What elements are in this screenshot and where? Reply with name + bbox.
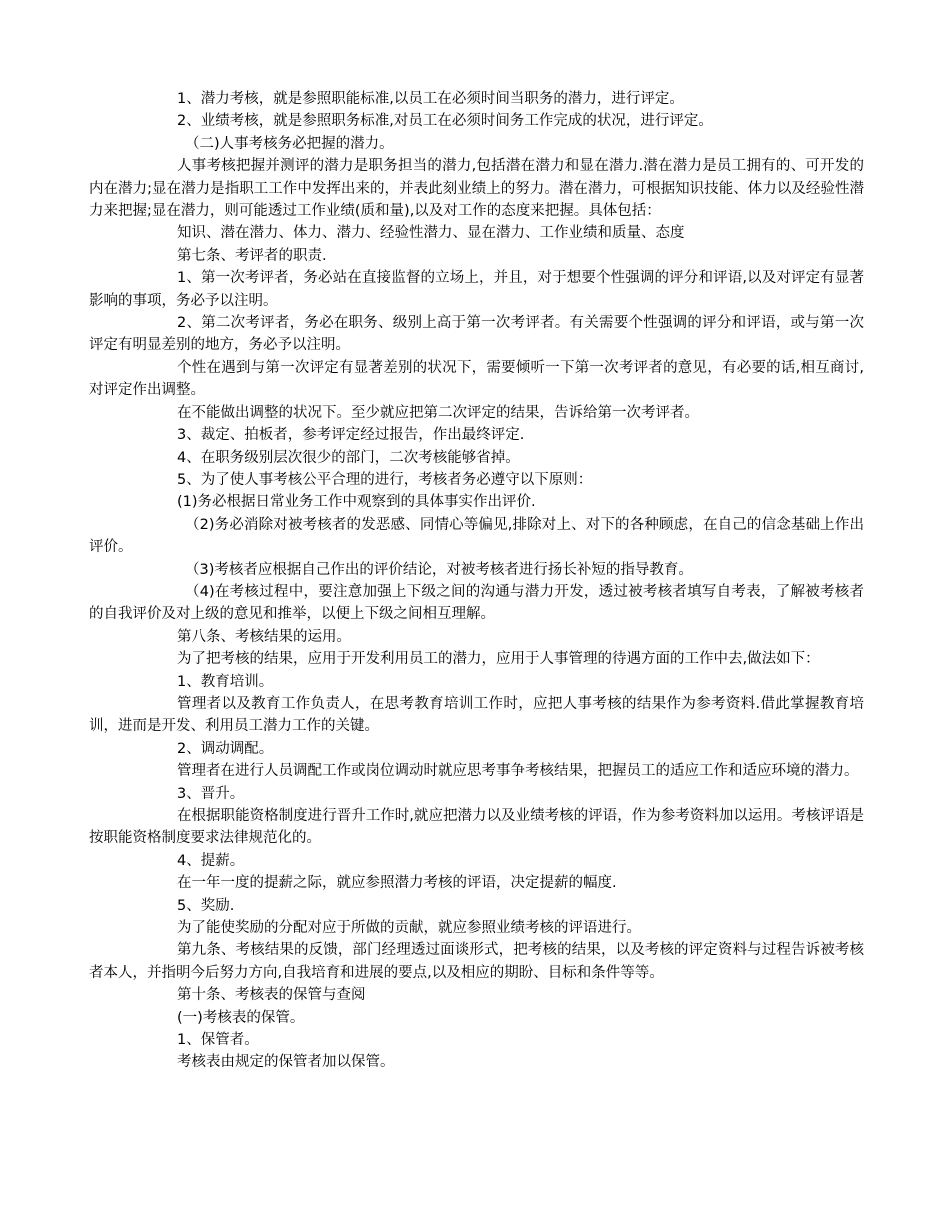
paragraph-section-two-heading: （二)人事考核务必把握的潜力。 [185, 135, 394, 152]
paragraph-first-evaluator: 1、第一次考评者，务必站在直接监督的立场上，并且，对于想要个性强调的评分和评语,以及对评定有显著影响的事项，务必予以注明。 [89, 270, 864, 309]
paragraph-keeper-heading: 1、保管者。 [177, 1032, 259, 1049]
paragraph-final-decision: 3、裁定、拍板者，参考评定经过报告，作出最终评定. [177, 427, 525, 444]
paragraph-principle-3: （3)考核者应根据自己作出的评价结论，对被考核者进行扬长补短的指导教育。 [185, 561, 693, 578]
paragraph-omit-second: 4、在职务级别层次很少的部门，二次考核能够省掉。 [177, 449, 520, 466]
paragraph-potential-assessment: 1、潜力考核，就是参照职能标准,以员工在必须时间当职务的潜力，进行评定。 [177, 91, 684, 107]
paragraph-keeper-body: 考核表由规定的保管者加以保管。 [177, 1054, 395, 1071]
paragraph-article-nine: 第九条、考核结果的反馈，部门经理透过面谈形式，把考核的结果，以及考核的评定资料与过程告诉被考核者本人，并指明今后努力方向,自我培育和进展的要点,以及相应的期盼、目标和条件等等。 [89, 942, 864, 981]
paragraph-no-adjustment: 在不能做出调整的状况下。至少就应把第二次评定的结果，告诉给第一次考评者。 [177, 404, 699, 421]
paragraph-form-storage-heading: (一)考核表的保管。 [177, 1009, 305, 1026]
paragraph-training-heading: 1、教育培训。 [177, 673, 274, 690]
paragraph-significant-difference: 个性在遇到与第一次评定有显著差别的状况下，需要倾听一下第一次考评者的意见，有必要的话,相互商讨,对评定作出调整。 [89, 359, 864, 399]
paragraph-raise-body: 在一年一度的提薪之际，就应参照潜力考核的评语，决定提薪的幅度. [177, 875, 617, 892]
paragraph-transfer-body: 管理者在进行人员调配工作或岗位调动时就应思考事争考核结果，把握员工的适应工作和适应环境的潜力。 [177, 763, 859, 780]
paragraph-principle-4: （4)在考核过程中，要注意加强上下级之间的沟通与潜力开发，透过被考核者填写自考表，了解被考核者的自我评价及对上级的意见和推举，以便上下级之间相互理解。 [89, 583, 864, 623]
paragraph-article-eight-heading: 第八条、考核结果的运用。 [177, 628, 351, 645]
paragraph-promotion-body: 在根据职能资格制度进行晋升工作时,就应把潜力以及业绩考核的评语，作为参考资料加以运用。考核评语是按职能资格制度要求法律规范化的。 [89, 808, 864, 847]
paragraph-potential-definition: 人事考核把握并测评的潜力是职务担当的潜力,包括潜在潜力和显在潜力.潜在潜力是员工拥有的、可开发的内在潜力;显在潜力是指职工工作中发挥出来的，并表此刻业绩上的努力。潜在潜力，可根据知识技能、体力以及经验性潜力来把握;显在潜力，则可能透过工作业绩(质和量),以及对工作的态度来把握。具体包括： [89, 158, 864, 220]
paragraph-principle-1: (1)务必根据日常业务工作中观察到的具体事实作出评价. [177, 494, 536, 511]
document-body [89, 88, 864, 1074]
paragraph-article-seven-heading: 第七条、考评者的职责. [177, 247, 327, 264]
paragraph-performance-assessment: 2、业绩考核，就是参照职务标准,对员工在必须时间务工作完成的状况，进行评定。 [177, 113, 713, 130]
paragraph-reward-body: 为了能使奖励的分配对应于所做的贡献，就应参照业绩考核的评语进行。 [177, 920, 641, 937]
paragraph-principle-2: （2)务必消除对被考核者的发恶感、同情心等偏见,排除对上、对下的各种顾虑，在自己的信念基础上作出评价。 [89, 516, 864, 556]
paragraph-raise-heading: 4、提薪。 [177, 852, 245, 869]
paragraph-training-body: 管理者以及教育工作负责人，在思考教育培训工作时，应把人事考核的结果作为参考资料.借此掌握教育培训，进而是开发、利用员工潜力工作的关键。 [89, 695, 864, 735]
paragraph-promotion-heading: 3、晋升。 [177, 785, 245, 802]
paragraph-reward-heading: 5、奖励. [177, 897, 235, 914]
paragraph-transfer-heading: 2、调动调配。 [177, 740, 274, 757]
paragraph-article-ten-heading: 第十条、考核表的保管与查阅 [177, 987, 366, 1004]
paragraph-usage-intro: 为了把考核的结果，应用于开发利用员工的潜力，应用于人事管理的待遇方面的工作中去,做法如下： [177, 651, 820, 668]
paragraph-second-evaluator: 2、第二次考评者，务必在职务、级别上高于第一次考评者。有关需要个性强调的评分和评语，或与第一次评定有明显差别的地方，务必予以注明。 [89, 315, 864, 354]
paragraph-principles-intro: 5、为了使人事考核公平合理的进行，考核者务必遵守以下原则： [177, 471, 593, 488]
paragraph-potential-list: 知识、潜在潜力、体力、潜力、经验性潜力、显在潜力、工作业绩和质量、态度 [177, 225, 685, 242]
